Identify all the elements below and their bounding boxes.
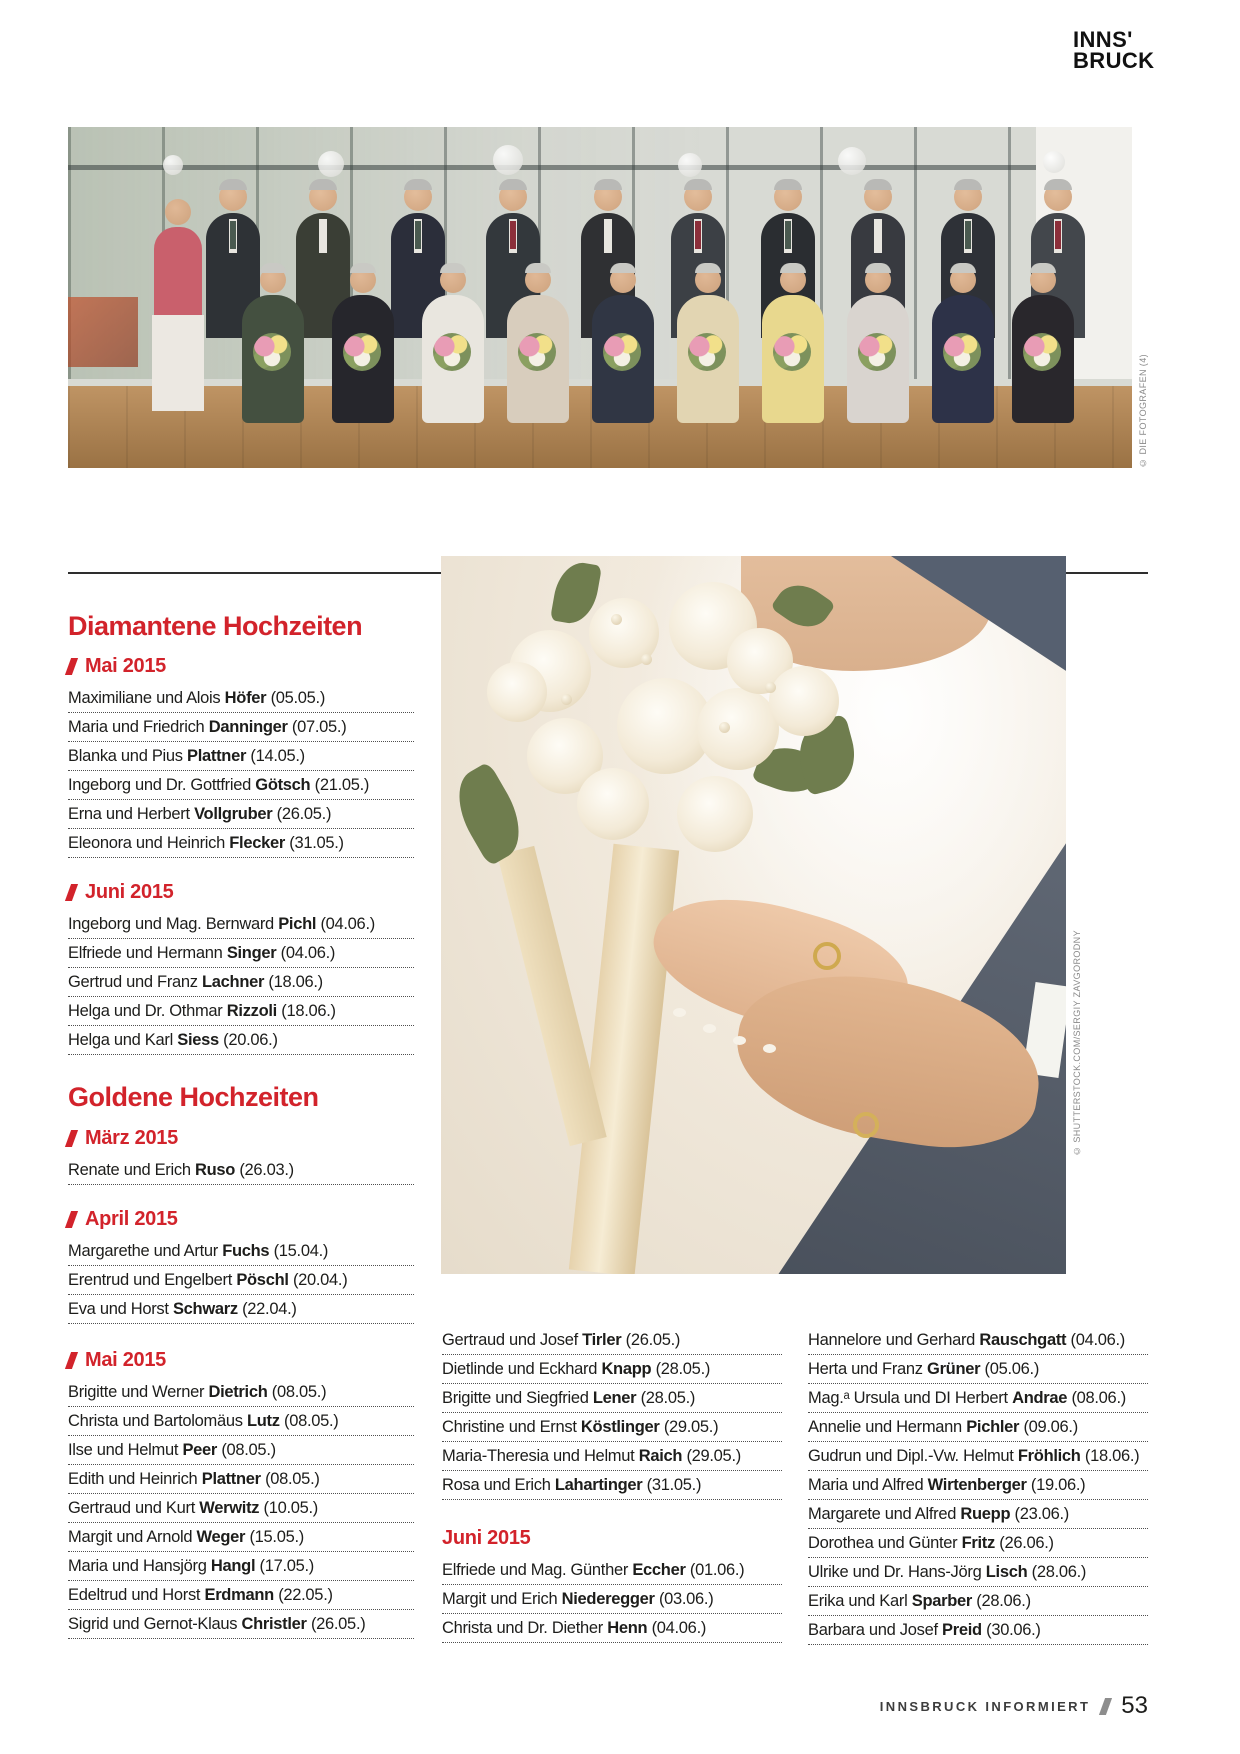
anniversary-date: (28.05.) — [655, 1360, 711, 1378]
anniversary-date: (09.06.) — [1023, 1418, 1078, 1436]
photo-shape — [678, 153, 702, 177]
anniversary-date: (28.05.) — [640, 1389, 696, 1407]
anniversary-date: (04.06.) — [320, 915, 375, 934]
anniversary-date: (18.06.) — [281, 1002, 336, 1021]
photo-shape — [611, 614, 622, 625]
month-label: März 2015 — [85, 1126, 178, 1149]
couple-surname: Hangl — [210, 1556, 256, 1575]
photo-shape — [769, 666, 839, 736]
gray-slash-icon — [1099, 1698, 1112, 1715]
couple-names: Margit und Arnold — [68, 1527, 193, 1546]
photo-shape — [774, 179, 802, 190]
month-label: Mai 2015 — [85, 655, 166, 678]
photo-shape — [577, 768, 649, 840]
photo-shape — [765, 682, 776, 693]
anniversary-date: (05.06.) — [984, 1360, 1040, 1378]
anniversary-row — [442, 1384, 782, 1413]
anniversary-date: (20.04.) — [292, 1270, 348, 1289]
anniversary-row — [442, 1413, 782, 1442]
photo-shape — [487, 662, 547, 722]
anniversary-date: (14.05.) — [250, 747, 305, 766]
photo-shape — [415, 221, 421, 249]
anniversary-date: (18.06.) — [1084, 1447, 1140, 1465]
left-column — [68, 612, 414, 1639]
anniversary-date: (04.06.) — [1070, 1331, 1125, 1349]
couple-names: Maximiliane und Alois — [68, 689, 221, 708]
photo-shape — [219, 179, 247, 190]
photo-shape — [154, 227, 202, 319]
couple-names: Blanka und Pius — [68, 747, 183, 766]
couple-names: Eva und Horst — [68, 1299, 169, 1318]
couple-surname: Peer — [182, 1440, 218, 1459]
photo-shape — [1043, 151, 1065, 173]
couple-surname: Niederegger — [561, 1590, 655, 1608]
red-slash-icon — [65, 884, 78, 901]
photo-shape — [318, 151, 344, 177]
anniversary-row — [68, 684, 414, 713]
anniversary-date: (10.05.) — [263, 1498, 318, 1517]
couple-surname: Ruepp — [960, 1505, 1011, 1523]
couple-surname: Werwitz — [199, 1498, 260, 1517]
group-photo — [68, 127, 1132, 468]
anniversary-date: (15.05.) — [249, 1527, 304, 1546]
couple-surname: Fritz — [961, 1534, 995, 1552]
photo-shape — [858, 333, 896, 371]
golden-maerz-list — [68, 1156, 414, 1185]
anniversary-row — [442, 1471, 782, 1500]
anniversary-row — [68, 742, 414, 771]
photo-shape — [695, 263, 721, 273]
anniversary-date: (26.05.) — [310, 1614, 366, 1633]
couple-names: Ilse und Helmut — [68, 1440, 179, 1459]
photo-shape — [688, 333, 726, 371]
month-heading-golden-april — [68, 1209, 414, 1230]
photo-shape — [770, 575, 836, 638]
month-heading-diamond-juni — [68, 882, 414, 903]
anniversary-row — [68, 771, 414, 800]
couple-names: Sigrid und Gernot-Klaus — [68, 1614, 238, 1633]
photo-shape — [343, 333, 381, 371]
wedding-photo — [441, 556, 1066, 1274]
photo-shape — [510, 221, 516, 249]
couple-surname: Fuchs — [222, 1241, 270, 1260]
photo-shape — [165, 199, 191, 225]
anniversary-row — [808, 1413, 1148, 1442]
couple-names: Barbara und Josef — [808, 1621, 938, 1639]
couple-names: Maria und Friedrich — [68, 718, 205, 737]
couple-names: Annelie und Hermann — [808, 1418, 962, 1436]
photo-shape — [68, 297, 138, 367]
couple-names: Elfriede und Mag. Günther — [442, 1561, 629, 1579]
couple-surname: Christler — [241, 1614, 307, 1633]
anniversary-row — [808, 1442, 1148, 1471]
anniversary-row — [68, 1237, 414, 1266]
couple-names: Maria und Alfred — [808, 1476, 924, 1494]
anniversary-row — [68, 1266, 414, 1295]
photo-shape — [695, 221, 701, 249]
couple-names: Gudrun und Dipl.-Vw. Helmut — [808, 1447, 1014, 1465]
photo-shape — [865, 263, 891, 273]
couple-surname: Fröhlich — [1017, 1447, 1081, 1465]
anniversary-date: (30.06.) — [986, 1621, 1041, 1639]
anniversary-date: (29.05.) — [663, 1418, 719, 1436]
anniversary-row — [68, 910, 414, 939]
couple-surname: Plattner — [187, 747, 247, 766]
couple-surname: Wirtenberger — [927, 1476, 1027, 1494]
right-column — [808, 1326, 1148, 1645]
red-slash-icon — [65, 1211, 78, 1228]
credit-text: © DIE FOTOGRAFEN (4) — [1138, 354, 1148, 468]
couple-names: Helga und Karl — [68, 1031, 173, 1050]
anniversary-date: (22.04.) — [242, 1299, 297, 1318]
anniversary-row — [442, 1556, 782, 1585]
photo-shape — [309, 179, 337, 190]
photo-shape — [604, 219, 612, 253]
anniversary-row — [68, 1552, 414, 1581]
couple-names: Brigitte und Siegfried — [442, 1389, 589, 1407]
couple-surname: Danninger — [208, 718, 288, 737]
photo-shape — [785, 221, 791, 249]
anniversary-date: (04.06.) — [280, 944, 336, 963]
month-label: Mai 2015 — [85, 1348, 166, 1371]
anniversary-row — [68, 1436, 414, 1465]
anniversary-row — [68, 1378, 414, 1407]
photo-shape — [443, 761, 534, 867]
diamond-weddings-title: Diamantene Hochzeiten — [68, 611, 363, 641]
golden-weddings-title: Goldene Hochzeiten — [68, 1082, 319, 1113]
anniversary-date: (19.06.) — [1030, 1476, 1086, 1494]
photo-shape — [350, 263, 376, 273]
photo-shape — [1044, 179, 1072, 190]
photo-shape — [525, 263, 551, 273]
golden-mai-list — [68, 1378, 414, 1639]
anniversary-row — [68, 1465, 414, 1494]
photo-shape — [773, 333, 811, 371]
anniversary-date: (04.06.) — [651, 1619, 707, 1637]
month-heading-diamond-mai — [68, 656, 414, 677]
logo-line-2: BRUCK — [1073, 47, 1155, 73]
couple-names: Gertraud und Josef — [442, 1331, 578, 1349]
anniversary-row — [68, 1523, 414, 1552]
photo-shape — [433, 333, 471, 371]
couple-names: Ingeborg und Mag. Bernward — [68, 915, 274, 934]
anniversary-row — [68, 829, 414, 858]
photo-shape — [703, 1024, 716, 1033]
month-label: Juni 2015 — [442, 1527, 531, 1549]
couple-names: Eleonora und Heinrich — [68, 834, 225, 853]
couple-names: Elfriede und Hermann — [68, 944, 223, 963]
anniversary-row — [808, 1355, 1148, 1384]
couple-names: Christa und Dr. Diether — [442, 1619, 603, 1637]
photo-shape — [594, 179, 622, 190]
couple-surname: Plattner — [201, 1469, 261, 1488]
photo-shape — [404, 179, 432, 190]
photo-shape — [260, 263, 286, 273]
wedding-photo-credit — [1072, 556, 1082, 1274]
anniversary-row — [68, 997, 414, 1026]
couple-names: Ingeborg und Dr. Gottfried — [68, 776, 251, 795]
photo-shape — [163, 155, 183, 175]
photo-shape — [469, 570, 849, 876]
anniversary-date: (29.05.) — [686, 1447, 741, 1465]
photo-shape — [603, 333, 641, 371]
anniversary-row — [68, 1581, 414, 1610]
anniversary-row — [68, 800, 414, 829]
couple-names: Edith und Heinrich — [68, 1469, 198, 1488]
anniversary-row — [808, 1384, 1148, 1413]
couple-surname: Götsch — [255, 776, 311, 795]
photo-shape — [950, 263, 976, 273]
couple-surname: Weger — [196, 1527, 246, 1546]
anniversary-row — [68, 1026, 414, 1055]
photo-shape — [493, 145, 523, 175]
month-heading-golden-juni — [442, 1528, 782, 1549]
middle-column — [442, 1326, 782, 1643]
month-heading-golden-mai — [68, 1350, 414, 1371]
couple-names: Erna und Herbert — [68, 805, 190, 824]
anniversary-row — [442, 1585, 782, 1614]
photo-shape — [673, 1008, 686, 1017]
photo-shape — [677, 776, 753, 852]
golden-april-list — [68, 1237, 414, 1324]
couple-surname: Lachner — [202, 973, 265, 992]
couple-surname: Andrae — [1012, 1389, 1068, 1407]
couple-names: Maria und Hansjörg — [68, 1556, 207, 1575]
anniversary-date: (18.06.) — [268, 973, 323, 992]
couple-names: Erika und Karl — [808, 1592, 908, 1610]
photo-shape — [813, 942, 841, 970]
photo-shape — [943, 333, 981, 371]
couple-surname: Dietrich — [208, 1382, 268, 1401]
couple-names: Maria-Theresia und Helmut — [442, 1447, 635, 1465]
couple-surname: Ruso — [195, 1160, 236, 1179]
photo-shape — [719, 722, 730, 733]
anniversary-date: (20.06.) — [223, 1031, 278, 1050]
couple-surname: Tirler — [582, 1331, 622, 1349]
anniversary-row — [68, 939, 414, 968]
logo-line-1: INNS' — [1073, 27, 1133, 52]
couple-surname: Erdmann — [204, 1585, 274, 1604]
couple-names: Brigitte und Werner — [68, 1382, 205, 1401]
golden-mai-continued-list — [442, 1326, 782, 1500]
couple-surname: Siess — [177, 1031, 219, 1050]
couple-names: Ulrike und Dr. Hans-Jörg — [808, 1563, 982, 1581]
couple-surname: Sparber — [911, 1592, 972, 1610]
anniversary-date: (31.05.) — [646, 1476, 702, 1494]
photo-shape — [152, 315, 204, 411]
photo-shape — [874, 219, 882, 253]
photo-shape — [763, 1044, 776, 1053]
photo-shape — [440, 263, 466, 273]
photo-shape — [864, 179, 892, 190]
anniversary-row — [442, 1614, 782, 1643]
anniversary-date: (08.05.) — [284, 1411, 339, 1430]
photo-shape — [684, 179, 712, 190]
anniversary-row — [442, 1326, 782, 1355]
month-label: Juni 2015 — [85, 881, 174, 904]
anniversary-date: (26.06.) — [999, 1534, 1054, 1552]
anniversary-row — [68, 1156, 414, 1185]
photo-shape — [954, 179, 982, 190]
couple-surname: Pöschl — [236, 1270, 289, 1289]
couple-names: Erentrud und Engelbert — [68, 1270, 233, 1289]
golden-juni-list — [442, 1556, 782, 1643]
photo-shape — [518, 333, 556, 371]
anniversary-date: (15.04.) — [273, 1241, 329, 1260]
couple-surname: Schwarz — [172, 1299, 238, 1318]
couple-names: Herta und Franz — [808, 1360, 923, 1378]
anniversary-date: (08.05.) — [221, 1440, 276, 1459]
anniversary-row — [808, 1529, 1148, 1558]
red-slash-icon — [65, 658, 78, 675]
couple-surname: Vollgruber — [194, 805, 273, 824]
photo-shape — [499, 179, 527, 190]
anniversary-row — [808, 1587, 1148, 1616]
couple-names: Christa und Bartolomäus — [68, 1411, 243, 1430]
photo-shape — [641, 654, 652, 665]
couple-surname: Henn — [607, 1619, 648, 1637]
anniversary-date: (26.05.) — [625, 1331, 681, 1349]
anniversary-date: (08.05.) — [271, 1382, 327, 1401]
anniversary-row — [68, 1295, 414, 1324]
group-photo-credit — [1138, 127, 1148, 468]
photo-shape — [853, 1112, 879, 1138]
diamond-mai-list — [68, 684, 414, 858]
couple-surname: Knapp — [601, 1360, 652, 1378]
couple-names: Edeltrud und Horst — [68, 1585, 201, 1604]
couple-surname: Pichler — [966, 1418, 1020, 1436]
couple-names: Renate und Erich — [68, 1160, 191, 1179]
couple-surname: Lutz — [247, 1411, 280, 1430]
page-footer — [880, 1692, 1148, 1720]
couple-surname: Lener — [592, 1389, 637, 1407]
photo-shape — [1030, 263, 1056, 273]
photo-shape — [697, 688, 779, 770]
couple-names: Gertraud und Kurt — [68, 1498, 195, 1517]
anniversary-row — [68, 968, 414, 997]
couple-surname: Singer — [226, 944, 277, 963]
photo-shape — [253, 333, 291, 371]
red-slash-icon — [65, 1130, 78, 1147]
anniversary-date: (01.06.) — [689, 1561, 745, 1579]
month-label: April 2015 — [85, 1207, 178, 1230]
couple-names: Helga und Dr. Othmar — [68, 1002, 223, 1021]
month-heading-golden-maerz — [68, 1128, 414, 1149]
credit-text: © SHUTTERSTOCK.COM/SERGIY ZAVGORODNY — [1072, 930, 1082, 1156]
couple-names: Rosa und Erich — [442, 1476, 551, 1494]
anniversary-date: (17.05.) — [259, 1556, 314, 1575]
photo-shape — [1023, 333, 1061, 371]
anniversary-row — [808, 1500, 1148, 1529]
couple-names: Dietlinde und Eckhard — [442, 1360, 598, 1378]
couple-names: Margarete und Alfred — [808, 1505, 957, 1523]
couple-surname: Flecker — [229, 834, 285, 853]
anniversary-date: (08.05.) — [265, 1469, 320, 1488]
anniversary-date: (21.05.) — [314, 776, 370, 795]
couple-names: Christine und Ernst — [442, 1418, 577, 1436]
anniversary-date: (03.06.) — [658, 1590, 714, 1608]
anniversary-date: (07.05.) — [291, 718, 347, 737]
couple-surname: Pichl — [278, 915, 317, 934]
anniversary-date: (08.06.) — [1071, 1389, 1126, 1407]
couple-surname: Rauschgatt — [979, 1331, 1067, 1349]
anniversary-row — [808, 1558, 1148, 1587]
window-beam — [68, 165, 1132, 170]
red-slash-icon — [65, 1352, 78, 1369]
couple-names: Dorothea und Günter — [808, 1534, 958, 1552]
photo-shape — [610, 263, 636, 273]
anniversary-date: (22.05.) — [278, 1585, 333, 1604]
anniversary-row — [68, 713, 414, 742]
anniversary-row — [68, 1494, 414, 1523]
anniversary-row — [68, 1610, 414, 1639]
photo-shape — [733, 1036, 746, 1045]
photo-shape — [838, 147, 866, 175]
golden-juni-continued-list — [808, 1326, 1148, 1645]
couple-surname: Raich — [638, 1447, 683, 1465]
couple-surname: Höfer — [224, 689, 267, 708]
couple-surname: Eccher — [632, 1561, 686, 1579]
anniversary-row — [808, 1471, 1148, 1500]
photo-shape — [965, 221, 971, 249]
photo-shape — [319, 219, 327, 253]
couple-surname: Köstlinger — [580, 1418, 660, 1436]
magazine-name: INNSBRUCK INFORMIERT — [879, 1698, 1091, 1714]
couple-names: Margarethe und Artur — [68, 1241, 218, 1260]
photo-shape — [230, 221, 236, 249]
anniversary-date: (28.06.) — [976, 1592, 1031, 1610]
couple-surname: Lisch — [985, 1563, 1028, 1581]
couple-surname: Rizzoli — [226, 1002, 277, 1021]
anniversary-row — [68, 1407, 414, 1436]
innsbruck-logo — [1073, 27, 1155, 73]
photo-shape — [561, 694, 572, 705]
couple-surname: Grüner — [927, 1360, 981, 1378]
anniversary-date: (28.06.) — [1031, 1563, 1087, 1581]
anniversary-row — [442, 1442, 782, 1471]
couple-names: Gertrud und Franz — [68, 973, 198, 992]
couple-names: Mag.ᵃ Ursula und DI Herbert — [808, 1389, 1008, 1407]
couple-surname: Lahartinger — [554, 1476, 643, 1494]
photo-shape — [1055, 221, 1061, 249]
anniversary-row — [808, 1326, 1148, 1355]
couple-names: Hannelore und Gerhard — [808, 1331, 976, 1349]
photo-shape — [497, 846, 606, 1146]
anniversary-date: (31.05.) — [289, 834, 344, 853]
anniversary-date: (26.03.) — [239, 1160, 294, 1179]
anniversary-row — [808, 1616, 1148, 1645]
couple-surname: Preid — [942, 1621, 982, 1639]
anniversary-date: (23.06.) — [1014, 1505, 1069, 1523]
anniversary-row — [442, 1355, 782, 1384]
page-number: 53 — [1121, 1692, 1148, 1719]
photo-shape — [780, 263, 806, 273]
couple-names: Margit und Erich — [442, 1590, 558, 1608]
diamond-juni-list — [68, 910, 414, 1055]
anniversary-date: (26.05.) — [276, 805, 332, 824]
anniversary-date: (05.05.) — [270, 689, 326, 708]
